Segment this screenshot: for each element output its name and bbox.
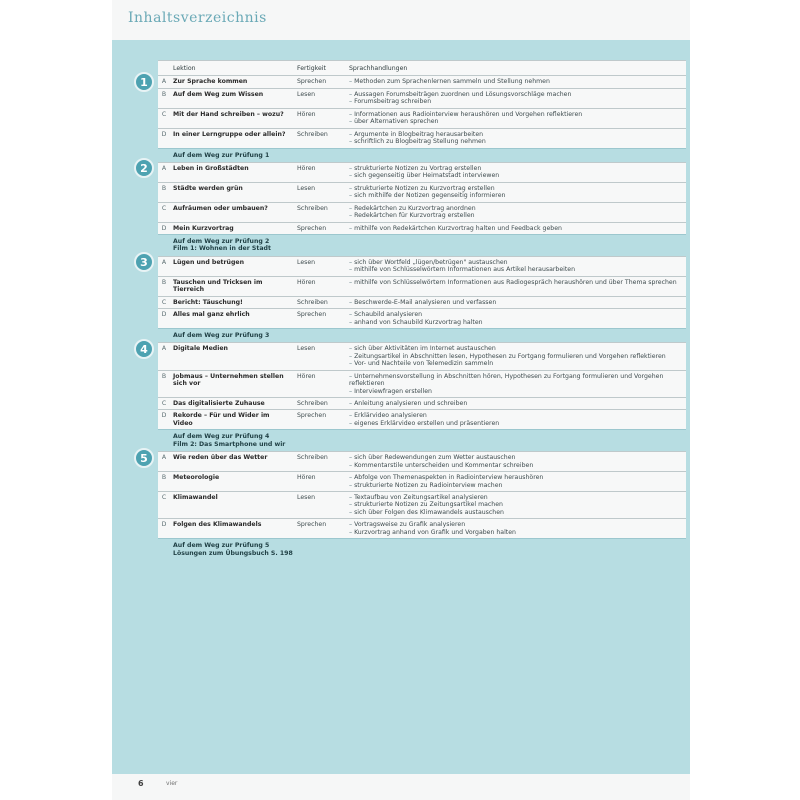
lesson-row xyxy=(158,128,686,148)
lesson-letter: B xyxy=(158,182,170,202)
lesson-letter: C xyxy=(158,108,170,128)
goal-item: – sich mithilfe der Notizen gegenseitig informieren xyxy=(349,192,683,199)
lesson-goals xyxy=(346,276,686,296)
goal-item: – mithilfe von Redekärtchen Kurzvortrag halten und Feedback geben xyxy=(349,225,683,232)
lesson-skill: Sprechen xyxy=(294,410,346,430)
goal-item: – anhand von Schaubild Kurzvortrag halten xyxy=(349,319,683,326)
lesson-goals xyxy=(346,519,686,539)
goal-item: – Vortragsweise zu Grafik analysieren xyxy=(349,521,683,528)
lesson-letter: B xyxy=(158,370,170,397)
exam-prep-row xyxy=(158,148,686,162)
exam-prep-line: Auf dem Weg zur Prüfung 1 xyxy=(173,151,270,159)
lesson-goals xyxy=(346,182,686,202)
goal-item: – Redekärtchen zu Kurzvortrag anordnen xyxy=(349,205,683,212)
lesson-title: Zur Sprache kommen xyxy=(170,76,294,88)
lesson-skill: Sprechen xyxy=(294,309,346,329)
lesson-goals xyxy=(346,296,686,308)
lesson-skill: Hören xyxy=(294,370,346,397)
lesson-skill: Lesen xyxy=(294,256,346,276)
lesson-skill: Hören xyxy=(294,162,346,182)
lesson-title: Bericht: Täuschung! xyxy=(170,296,294,308)
lesson-skill: Sprechen xyxy=(294,222,346,234)
lesson-title: Tauschen und Tricksen im Tierreich xyxy=(170,276,294,296)
lesson-row xyxy=(158,519,686,539)
lesson-letter: C xyxy=(158,202,170,222)
lesson-letter: C xyxy=(158,398,170,410)
exam-prep-row xyxy=(158,539,686,560)
goal-item: – strukturierte Notizen zu Zeitungsartikel machen xyxy=(349,501,683,508)
lesson-row xyxy=(158,88,686,108)
lesson-row xyxy=(158,472,686,492)
goal-item: – strukturierte Notizen zu Kurzvortrag erstellen xyxy=(349,185,683,192)
goal-item: – strukturierte Notizen zu Radiointerview machen xyxy=(349,482,683,489)
lesson-skill: Sprechen xyxy=(294,519,346,539)
lesson-row xyxy=(158,108,686,128)
exam-prep-label xyxy=(170,328,686,342)
lesson-row xyxy=(158,370,686,397)
goal-item: – strukturierte Notizen zu Vortrag erstellen xyxy=(349,165,683,172)
exam-prep-row xyxy=(158,430,686,452)
goal-item: – Anleitung analysieren und schreiben xyxy=(349,400,683,407)
unit-number-badge: 4 xyxy=(134,339,154,359)
lesson-goals xyxy=(346,162,686,182)
goal-item: – Kurzvortrag anhand von Grafik und Vorgaben halten xyxy=(349,529,683,536)
goal-item: – sich über Redewendungen zum Wetter austauschen xyxy=(349,454,683,461)
page-number: 6 xyxy=(138,779,144,788)
lesson-skill: Schreiben xyxy=(294,452,346,472)
exam-prep-label xyxy=(170,235,686,257)
lesson-letter: C xyxy=(158,491,170,518)
lesson-letter: D xyxy=(158,410,170,430)
goal-item: – mithilfe von Schlüsselwörtern Informationen aus Radiogespräch heraushören und über Thema sprechen xyxy=(349,279,683,286)
goal-item: – mithilfe von Schlüsselwörtern Informationen aus Artikel herausarbeiten xyxy=(349,266,683,273)
lesson-title: In einer Lerngruppe oder allein? xyxy=(170,128,294,148)
lesson-title: Digitale Medien xyxy=(170,343,294,370)
lesson-goals xyxy=(346,256,686,276)
lesson-goals xyxy=(346,343,686,370)
toc-body xyxy=(158,61,686,561)
lesson-goals xyxy=(346,472,686,492)
goal-item: – sich über Wortfeld „lügen/betrügen" austauschen xyxy=(349,259,683,266)
exam-spacer xyxy=(158,328,170,342)
lesson-row xyxy=(158,343,686,370)
lesson-row xyxy=(158,452,686,472)
unit-number-badge: 1 xyxy=(134,72,154,92)
exam-prep-row xyxy=(158,235,686,257)
goal-item: – Argumente in Blogbeitrag herausarbeiten xyxy=(349,131,683,138)
goal-item: – schriftlich zu Blogbeitrag Stellung nehmen xyxy=(349,138,683,145)
toc-table xyxy=(158,60,686,560)
lesson-row xyxy=(158,256,686,276)
lesson-skill: Lesen xyxy=(294,343,346,370)
goal-item: – Interviewfragen erstellen xyxy=(349,388,683,395)
lesson-skill: Hören xyxy=(294,472,346,492)
lesson-letter: B xyxy=(158,88,170,108)
page-title: Inhaltsverzeichnis xyxy=(128,10,267,26)
lesson-skill: Hören xyxy=(294,276,346,296)
lesson-title: Städte werden grün xyxy=(170,182,294,202)
header-letter-cell xyxy=(158,61,170,76)
exam-spacer xyxy=(158,539,170,560)
goal-item: – Textaufbau von Zeitungsartikel analysieren xyxy=(349,494,683,501)
lesson-row xyxy=(158,296,686,308)
lesson-goals xyxy=(346,309,686,329)
lesson-letter: A xyxy=(158,343,170,370)
goal-item: – Aussagen Forumsbeiträgen zuordnen und Lösungsvorschläge machen xyxy=(349,91,683,98)
exam-prep-label xyxy=(170,430,686,452)
lesson-goals xyxy=(346,398,686,410)
goal-item: – sich über Folgen des Klimawandels austauschen xyxy=(349,509,683,516)
lesson-letter: D xyxy=(158,309,170,329)
exam-prep-label xyxy=(170,148,686,162)
lesson-letter: D xyxy=(158,519,170,539)
goal-item: – Zeitungsartikel in Abschnitten lesen, Hypothesen zu Fortgang formulieren und Vorgehen reflektieren xyxy=(349,353,683,360)
lesson-title: Mein Kurzvortrag xyxy=(170,222,294,234)
exam-prep-line: Auf dem Weg zur Prüfung 5 xyxy=(173,542,270,550)
lesson-title: Meteorologie xyxy=(170,472,294,492)
lesson-row xyxy=(158,222,686,234)
lesson-goals xyxy=(346,128,686,148)
goal-item: – sich über Aktivitäten im Internet austauschen xyxy=(349,345,683,352)
lesson-row xyxy=(158,76,686,88)
lesson-letter: D xyxy=(158,222,170,234)
lesson-goals xyxy=(346,76,686,88)
header-lesson: Lektion xyxy=(170,61,294,76)
lesson-row xyxy=(158,398,686,410)
goal-item: – Vor- und Nachteile von Telemedizin sammeln xyxy=(349,360,683,367)
unit-number-badge: 5 xyxy=(134,448,154,468)
goal-item: – Methoden zum Sprachenlernen sammeln und Stellung nehmen xyxy=(349,78,683,85)
lesson-skill: Schreiben xyxy=(294,398,346,410)
lesson-row xyxy=(158,162,686,182)
lesson-title: Jobmaus – Unternehmen stellen sich vor xyxy=(170,370,294,397)
lesson-skill: Schreiben xyxy=(294,202,346,222)
lesson-goals xyxy=(346,410,686,430)
lesson-row xyxy=(158,276,686,296)
lesson-letter: A xyxy=(158,162,170,182)
exam-prep-line: Auf dem Weg zur Prüfung 2 xyxy=(173,238,270,245)
lesson-letter: A xyxy=(158,452,170,472)
lesson-title: Alles mal ganz ehrlich xyxy=(170,309,294,329)
table-header-row xyxy=(158,61,686,76)
goal-item: – Beschwerde-E-Mail analysieren und verfassen xyxy=(349,299,683,306)
exam-spacer xyxy=(158,235,170,257)
lesson-skill: Hören xyxy=(294,108,346,128)
goal-item: – Kommentarstile unterscheiden und Kommentar schreiben xyxy=(349,462,683,469)
lesson-goals xyxy=(346,108,686,128)
lesson-skill: Lesen xyxy=(294,491,346,518)
lesson-title: Klimawandel xyxy=(170,491,294,518)
lesson-title: Folgen des Klimawandels xyxy=(170,519,294,539)
goal-item: – eigenes Erklärvideo erstellen und präsentieren xyxy=(349,420,683,427)
lesson-row xyxy=(158,182,686,202)
goal-item: – Redekärtchen für Kurzvortrag erstellen xyxy=(349,212,683,219)
header-skill: Fertigkeit xyxy=(294,61,346,76)
exam-prep-line: Lösungen zum Übungsbuch S. 198 xyxy=(173,549,293,557)
lesson-letter: B xyxy=(158,276,170,296)
goal-item: – Schaubild analysieren xyxy=(349,311,683,318)
goal-item: – Forumsbeitrag schreiben xyxy=(349,98,683,105)
lesson-letter: C xyxy=(158,296,170,308)
lesson-skill: Lesen xyxy=(294,88,346,108)
goal-item: – Informationen aus Radiointerview heraushören und Vorgehen reflektieren xyxy=(349,111,683,118)
footer-label: vier xyxy=(166,780,178,787)
exam-prep-line: Film 1: Wohnen in der Stadt xyxy=(173,245,271,253)
lesson-title: Rekorde – Für und Wider im Video xyxy=(170,410,294,430)
lesson-title: Lügen und betrügen xyxy=(170,256,294,276)
lesson-skill: Schreiben xyxy=(294,128,346,148)
lesson-goals xyxy=(346,370,686,397)
lesson-skill: Sprechen xyxy=(294,76,346,88)
lesson-row xyxy=(158,410,686,430)
exam-prep-label xyxy=(170,539,686,560)
unit-number-badge: 3 xyxy=(134,252,154,272)
lesson-letter: D xyxy=(158,128,170,148)
exam-prep-line: Auf dem Weg zur Prüfung 3 xyxy=(173,331,270,339)
lesson-skill: Schreiben xyxy=(294,296,346,308)
lesson-letter: A xyxy=(158,256,170,276)
exam-prep-line: Film 2: Das Smartphone und wir xyxy=(173,440,286,448)
exam-spacer xyxy=(158,148,170,162)
lesson-title: Auf dem Weg zum Wissen xyxy=(170,88,294,108)
lesson-title: Mit der Hand schreiben – wozu? xyxy=(170,108,294,128)
goal-item: – sich gegenseitig über Heimatstadt interviewen xyxy=(349,172,683,179)
lesson-title: Leben in Großstädten xyxy=(170,162,294,182)
goal-item: – Erklärvideo analysieren xyxy=(349,412,683,419)
goal-item: – Abfolge von Themenaspekten in Radiointerview heraushören xyxy=(349,474,683,481)
lesson-row xyxy=(158,309,686,329)
exam-prep-row xyxy=(158,328,686,342)
lesson-goals xyxy=(346,202,686,222)
lesson-title: Das digitalisierte Zuhause xyxy=(170,398,294,410)
lesson-row xyxy=(158,491,686,518)
lesson-goals xyxy=(346,491,686,518)
lesson-title: Wie reden über das Wetter xyxy=(170,452,294,472)
lesson-letter: B xyxy=(158,472,170,492)
goal-item: – über Alternativen sprechen xyxy=(349,118,683,125)
lesson-goals xyxy=(346,222,686,234)
header-goals: Sprachhandlungen xyxy=(346,61,686,76)
lesson-skill: Lesen xyxy=(294,182,346,202)
lesson-letter: A xyxy=(158,76,170,88)
lesson-goals xyxy=(346,88,686,108)
exam-spacer xyxy=(158,430,170,452)
lesson-title: Aufräumen oder umbauen? xyxy=(170,202,294,222)
exam-prep-line: Auf dem Weg zur Prüfung 4 xyxy=(173,433,270,441)
goal-item: – Unternehmensvorstellung in Abschnitten hören, Hypothesen zu Fortgang formulieren und Vorgehen reflektieren xyxy=(349,373,683,388)
lesson-row xyxy=(158,202,686,222)
lesson-goals xyxy=(346,452,686,472)
unit-number-badge: 2 xyxy=(134,158,154,178)
